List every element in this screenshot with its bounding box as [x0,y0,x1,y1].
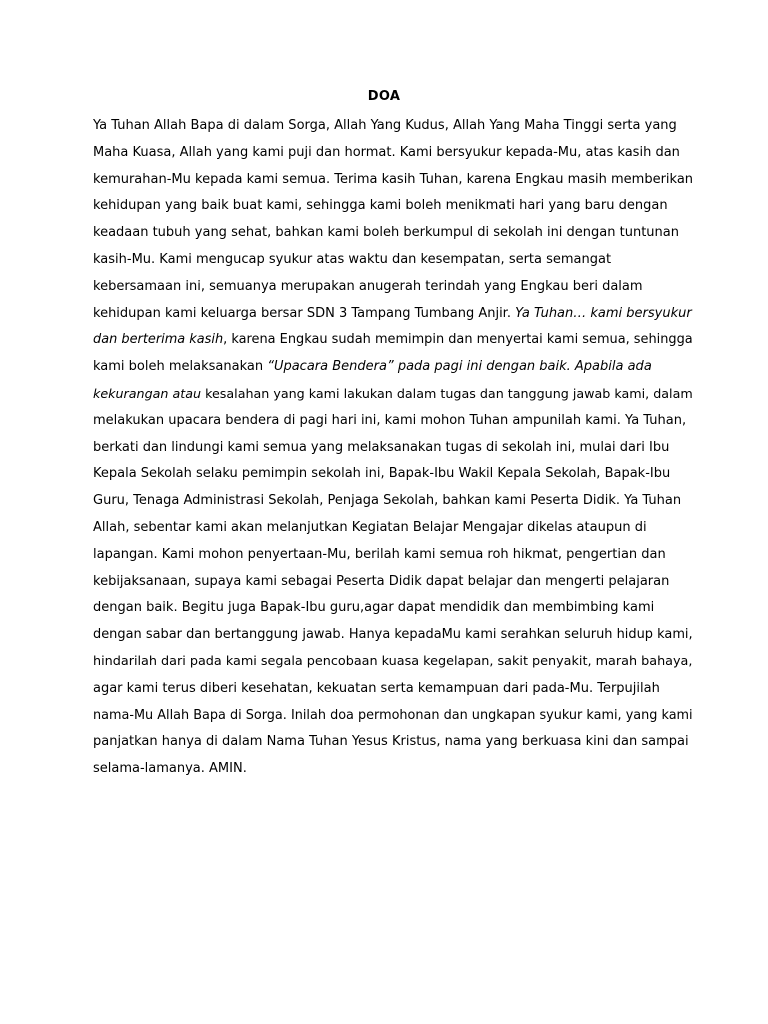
text-segment: kasih-Mu. Kami mengucap syukur atas waktu dan kesempatan, serta semangat [93,251,612,267]
text-line [93,381,693,408]
text-line [93,193,693,220]
italic-text-segment: kekurangan atau [93,385,202,401]
text-segment: kebijaksanaan, supaya kami sebagai Peserta Didik dapat belajar dan mengerti pelajaran [93,573,670,589]
text-line [93,622,693,649]
text-segment: Maha Kuasa, Allah yang kami puji dan hormat. Kami bersyukur kepada-Mu, atas kasih dan [93,144,680,160]
text-segment: melakukan upacara bendera di pagi hari ini, kami mohon Tuhan ampunilah kami. Ya Tuhan, [93,412,687,428]
text-line [93,140,693,167]
text-line [93,247,693,274]
text-line [93,408,693,435]
text-line [93,729,693,756]
text-line [93,354,693,381]
text-segment: Guru, Tenaga Administrasi Sekolah, Penjaga Sekolah, bahkan kami Peserta Didik. Ya Tuhan [93,493,682,509]
text-line [93,461,693,488]
text-segment: nama-Mu Allah Bapa di Sorga. Inilah doa permohonan dan ungkapan syukur kami, yang kami [93,707,693,723]
text-line [93,488,693,515]
text-line [93,167,693,194]
prayer-body [93,113,693,783]
text-segment: dengan baik. Begitu juga Bapak-Ibu guru,agar dapat mendidik dan membimbing kami [93,600,655,616]
text-segment: lapangan. Kami mohon penyertaan-Mu, berilah kami semua roh hikmat, pengertian dan [93,546,666,562]
text-line [93,676,693,703]
text-segment: selama-lamanya. AMIN. [93,761,247,777]
text-segment: agar kami terus diberi kesehatan, kekuatan serta kemampuan dari pada-Mu. Terpujilah [93,680,660,696]
text-segment: kehidupan yang baik buat kami, sehingga kami boleh menikmati hari yang baru dengan [93,198,668,214]
text-segment: kemurahan-Mu kepada kami semua. Terima kasih Tuhan, karena Engkau masih memberikan [93,171,694,187]
text-line [93,703,693,730]
text-segment: berkati dan lindungi kami semua yang melaksanakan tugas di sekolah ini, mulai dari Ibu [93,439,670,455]
text-line [93,327,693,354]
text-segment: dengan sabar dan bertanggung jawab. Hanya kepadaMu kami serahkan seluruh hidup kami, [93,627,693,643]
text-segment: Allah, sebentar kami akan melanjutkan Kegiatan Belajar Mengajar dikelas ataupun di [93,519,647,535]
text-line [93,301,693,328]
text-segment: kebersamaan ini, semuanya merupakan anugerah terindah yang Engkau beri dalam [93,278,643,294]
text-segment: Kepala Sekolah selaku pemimpin sekolah ini, Bapak-Ibu Wakil Kepala Sekolah, Bapak-Ibu [93,466,671,482]
text-segment: keadaan tubuh yang sehat, bahkan kami boleh berkumpul di sekolah ini dengan tuntunan [93,225,679,241]
text-segment: kehidupan kami keluarga bersar SDN 3 Tampang Tumbang Anjir. [93,305,516,321]
text-line [93,649,693,676]
text-segment: Ya Tuhan Allah Bapa di dalam Sorga, Allah Yang Kudus, Allah Yang Maha Tinggi serta yang [93,118,677,133]
text-line [93,595,693,622]
italic-text-segment: Ya Tuhan… kami bersyukur [515,305,692,321]
italic-text-segment: dan berterima kasih [93,332,224,348]
text-segment: panjatkan hanya di dalam Nama Tuhan Yesus Kristus, nama yang berkuasa kini dan sampai [93,734,689,750]
text-line [93,756,693,783]
text-segment: kami boleh melaksanakan [93,359,268,375]
text-segment: , karena Engkau sudah memimpin dan menyertai kami semua, sehingga [223,332,693,348]
document-title: DOA [367,89,401,104]
text-line [93,113,693,140]
text-segment: kesalahan yang kami lakukan dalam tugas dan tanggung jawab kami, dalam [201,385,693,401]
text-line [93,569,693,596]
text-line [93,220,693,247]
text-segment: hindarilah dari pada kami segala pencobaan kuasa kegelapan, sakit penyakit, marah bahaya, [93,653,693,669]
text-line [93,542,693,569]
text-line [93,274,693,301]
italic-text-segment: “Upacara Bendera” pada pagi ini dengan baik. Apabila ada [267,359,652,375]
text-line [93,515,693,542]
text-line [93,435,693,462]
